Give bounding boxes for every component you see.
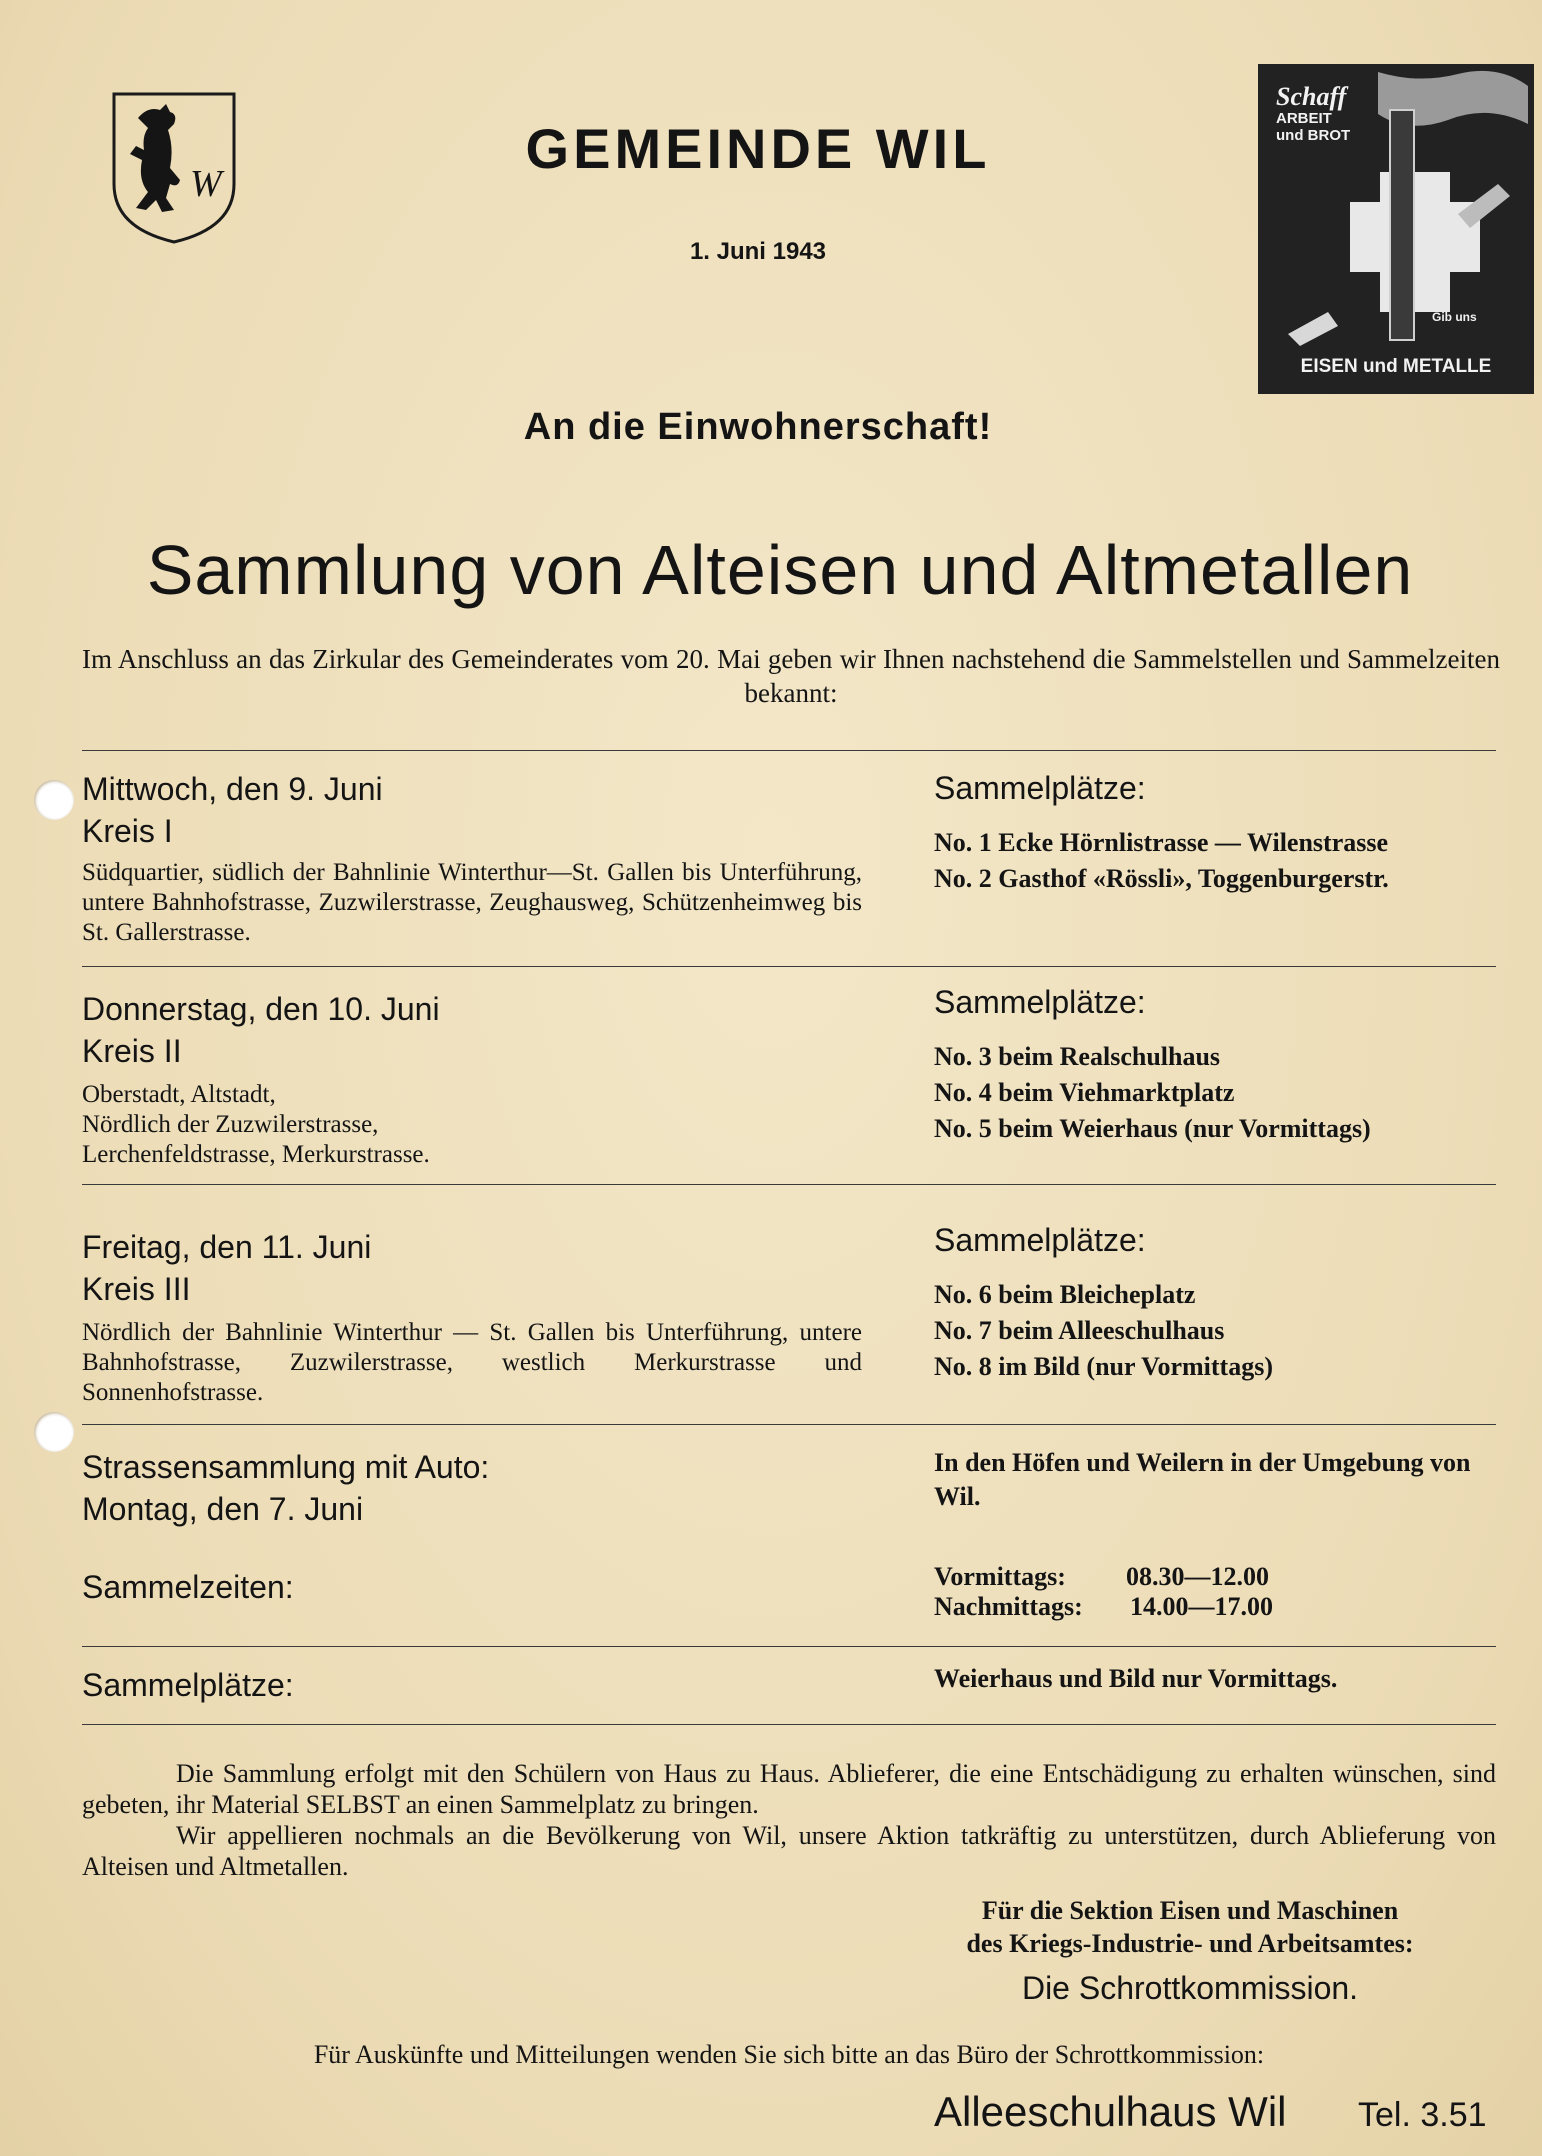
afternoon-label: Nachmittags: <box>934 1592 1083 1621</box>
poster-slogan <box>1276 84 1386 144</box>
section-places-1 <box>934 770 1389 897</box>
footer-text: Für Auskünfte und Mitteilungen wenden Sie sich bitte an das Büro der Schrottkommission: <box>313 2040 1265 2069</box>
body-text <box>82 1758 1496 1882</box>
section-day: Freitag, den 11. Juni <box>82 1229 372 1265</box>
section-kreis: Kreis III <box>82 1271 191 1307</box>
section-description: Nördlich der Bahnlinie Winterthur — St. Gallen bis Unterführung, untere Bahnhofstrasse, Zuzwilerstrasse, westlich Merkurstrasse und Sonnenhofstrasse. <box>82 1319 862 1406</box>
place-item: No. 6 beim Bleicheplatz <box>934 1280 1196 1309</box>
place-item: No. 5 beim Weierhaus (nur Vormittags) <box>934 1114 1371 1143</box>
punch-hole <box>34 1412 74 1452</box>
section-kreis-2 <box>82 988 862 1170</box>
footer-school: Alleeschulhaus Wil <box>934 2088 1287 2135</box>
footer-tel: Tel. 3.51 <box>1358 2096 1487 2134</box>
poster-line2: ARBEIT <box>1276 110 1332 127</box>
headline: Sammlung von Alteisen und Altmetallen <box>146 531 1414 609</box>
section-day: Donnerstag, den 10. Juni <box>82 991 440 1027</box>
place-item: No. 1 Ecke Hörnlistrasse — Wilenstrasse <box>934 828 1389 857</box>
street-label: Strassensammlung mit Auto: <box>82 1449 490 1485</box>
intro-text: Im Anschluss an das Zirkular des Gemeinderates vom 20. Mai geben wir Ihnen nachstehend die Sammelstellen und Sammelzeiten bekannt: <box>82 644 1500 708</box>
section-places-3 <box>934 1222 1273 1385</box>
body-paragraph: Die Sammlung erfolgt mit den Schülern von Haus zu Haus. Ablieferer, die eine Entschädigung zu erhalten wünschen, sind gebeten, ihr Material SELBST an einen Sammelplatz zu bringen. <box>82 1759 1496 1819</box>
place-item: No. 4 beim Viehmarktplatz <box>934 1078 1235 1107</box>
signature-line1: Für die Sektion Eisen und Maschinen <box>981 1896 1399 1925</box>
place-item: No. 2 Gasthof «Rössli», Toggenburgerstr. <box>934 864 1389 893</box>
page-title: GEMEINDE WIL <box>525 117 991 180</box>
bear-crest-icon <box>108 88 240 246</box>
section-day: Mittwoch, den 9. Juni <box>82 771 383 807</box>
poster-line4: Gib uns <box>1432 310 1477 324</box>
punch-hole <box>34 780 74 820</box>
places-label: Sammelplätze: <box>934 1222 1146 1258</box>
divider <box>82 1424 1496 1425</box>
divider <box>82 1646 1496 1647</box>
poster-line1: Schaff <box>1276 82 1347 111</box>
times-label: Sammelzeiten: <box>82 1569 294 1605</box>
street-collection <box>82 1446 489 1530</box>
poster-line3: und BROT <box>1276 127 1351 144</box>
poster-line5: EISEN und METALLE <box>1300 356 1492 377</box>
issue-date: 1. Juni 1943 <box>689 238 827 265</box>
divider <box>82 966 1496 967</box>
morning-label: Vormittags: <box>934 1562 1066 1591</box>
section-description: Oberstadt, Altstadt, Nördlich der Zuzwilerstrasse, Lerchenfeldstrasse, Merkurstrasse. <box>82 1081 430 1168</box>
morning-value: 08.30—12.00 <box>1126 1562 1269 1591</box>
places-label: Sammelplätze: <box>934 770 1146 806</box>
divider <box>82 750 1496 751</box>
place-item: No. 3 beim Realschulhaus <box>934 1042 1221 1071</box>
place-item: No. 7 beim Alleeschulhaus <box>934 1316 1225 1345</box>
salutation: An die Einwohnerschaft! <box>523 406 993 448</box>
crest-letters: W <box>190 163 222 205</box>
places-note-label: Sammelplätze: <box>82 1667 294 1703</box>
afternoon-value: 14.00—17.00 <box>1130 1592 1273 1621</box>
divider <box>82 1184 1496 1185</box>
street-area: In den Höfen und Weilern in der Umgebung von Wil. <box>934 1448 1471 1511</box>
section-places-2 <box>934 984 1371 1147</box>
times-block <box>934 1560 1273 1620</box>
divider <box>82 1724 1496 1725</box>
section-kreis: Kreis II <box>82 1033 182 1069</box>
place-item: No. 8 im Bild (nur Vormittags) <box>934 1352 1273 1381</box>
signature-block <box>930 1894 1450 1960</box>
scrap-metal-poster <box>1258 64 1534 394</box>
signature-name: Die Schrottkommission. <box>1021 1970 1359 2006</box>
signature-line2: des Kriegs-Industrie- und Arbeitsamtes: <box>966 1929 1414 1958</box>
body-paragraph: Wir appellieren nochmals an die Bevölkerung von Wil, unsere Aktion tatkräftig zu unterstützen, durch Ablieferung von Alteisen und Altmetallen. <box>82 1821 1496 1881</box>
section-kreis: Kreis I <box>82 813 173 849</box>
places-label: Sammelplätze: <box>934 984 1146 1020</box>
places-note-text: Weierhaus und Bild nur Vormittags. <box>934 1664 1338 1693</box>
street-date: Montag, den 7. Juni <box>82 1491 364 1527</box>
section-description: Südquartier, südlich der Bahnlinie Winterthur—St. Gallen bis Unterführung, untere Bahnhofstrasse, Zuzwilerstrasse, Zeughausweg, Schützenheimweg bis St. Gallerstrasse. <box>82 859 862 946</box>
section-kreis-1 <box>82 768 862 948</box>
section-kreis-3 <box>82 1226 862 1408</box>
